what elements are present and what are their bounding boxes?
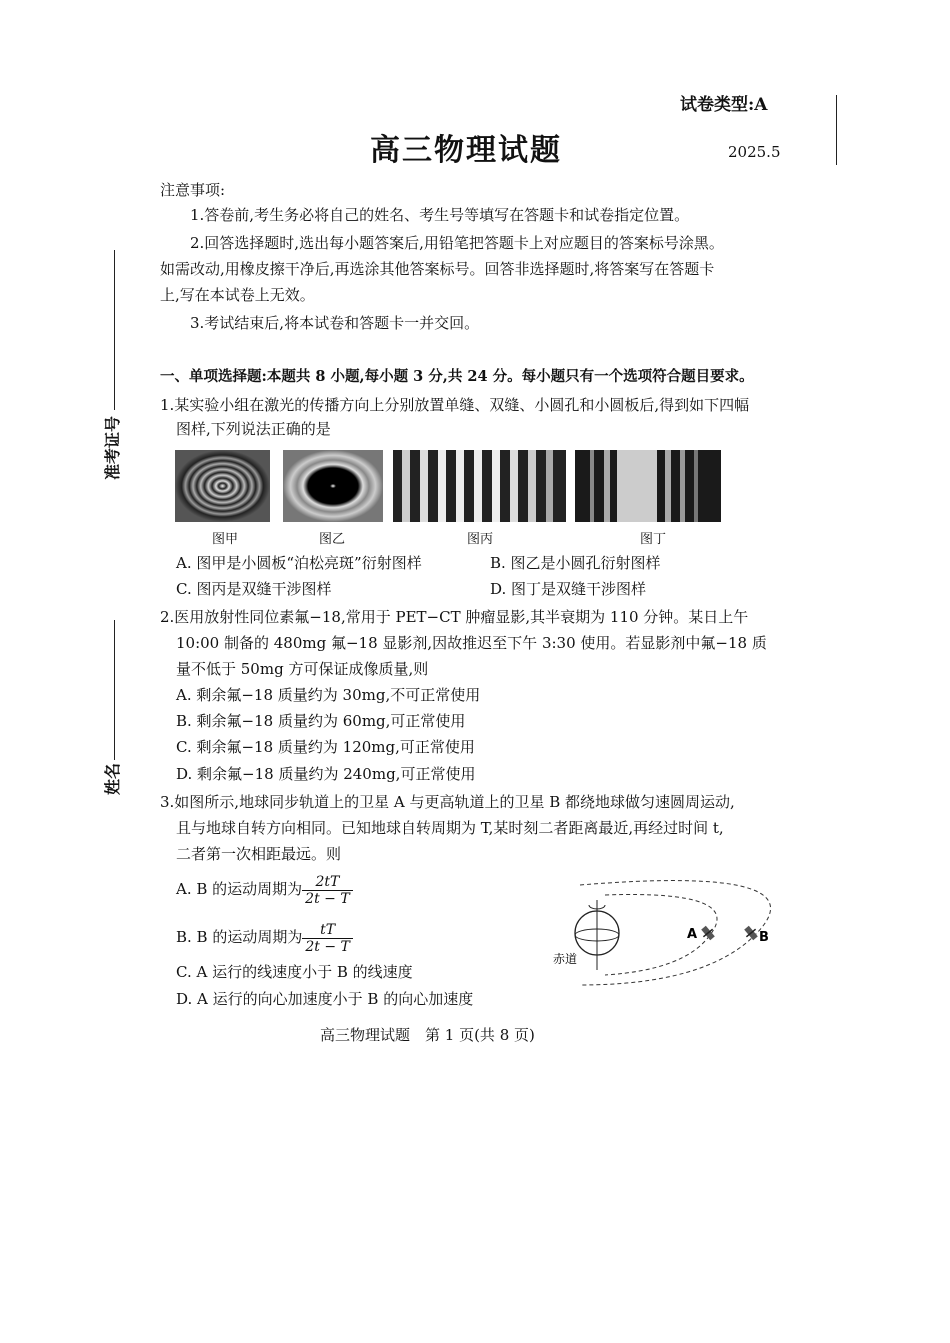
q3-option-b-denominator: 2t − T xyxy=(305,938,350,955)
q2-stem-line1: 2.医用放射性同位素氟−18,常用于 PET−CT 肿瘤显影,其半衰期为 110 分钟。某日上午 xyxy=(160,608,749,626)
q3-stem-line3: 二者第一次相距最远。则 xyxy=(176,845,342,863)
q1-stem-line1: 1.某实验小组在激光的传播方向上分别放置单缝、双缝、小圆孔和小圆板后,得到如下四幅 xyxy=(160,396,750,414)
q3-option-b-fraction xyxy=(302,922,353,955)
q1-stem-line2: 图样,下列说法正确的是 xyxy=(176,420,331,438)
q3-option-d[interactable]: D. A 运行的向心加速度小于 B 的向心加速度 xyxy=(176,990,474,1008)
binding-line xyxy=(836,95,837,165)
exam-id-underline xyxy=(114,250,115,410)
q1-option-b[interactable]: B. 图乙是小圆孔衍射图样 xyxy=(490,554,661,572)
name-label: 姓名 xyxy=(103,762,122,795)
figure-jia xyxy=(175,450,270,522)
figure-bing xyxy=(393,450,566,522)
q3-option-a-fraction xyxy=(302,874,353,907)
q1-caption-bing: 图丙 xyxy=(466,532,493,547)
q3-option-a-denominator: 2t − T xyxy=(305,890,350,907)
q1-option-a[interactable]: A. 图甲是小圆板“泊松亮斑”衍射图样 xyxy=(176,554,422,572)
diagram-label-equator: 赤道 xyxy=(553,952,578,966)
q3-option-b[interactable] xyxy=(176,920,353,955)
name-underline xyxy=(114,620,115,760)
q2-option-c[interactable]: C. 剩余氟−18 质量约为 120mg,可正常使用 xyxy=(176,738,475,756)
q2-stem-line3: 量不低于 50mg 方可保证成像质量,则 xyxy=(176,660,429,678)
q2-option-b[interactable]: B. 剩余氟−18 质量约为 60mg,可正常使用 xyxy=(176,712,466,730)
q1-caption-yi: 图乙 xyxy=(318,532,345,547)
orbit-a xyxy=(605,895,717,976)
satellite-a xyxy=(699,924,717,942)
diagram-label-b: B xyxy=(759,930,769,945)
q3-option-a[interactable] xyxy=(176,872,353,907)
q2-option-d[interactable]: D. 剩余氟−18 质量约为 240mg,可正常使用 xyxy=(176,765,476,783)
q1-caption-jia: 图甲 xyxy=(211,532,238,547)
notice-item-1: 1.答卷前,考生务必将自己的姓名、考生号等填写在答题卡和试卷指定位置。 xyxy=(190,206,690,224)
diagram-label-a: A xyxy=(687,927,698,942)
q1-figures xyxy=(170,445,730,530)
q1-caption-ding: 图丁 xyxy=(639,532,666,547)
q3-orbit-diagram xyxy=(545,875,785,990)
exam-id-label: 准考证号 xyxy=(103,415,122,480)
q3-option-c[interactable]: C. A 运行的线速度小于 B 的线速度 xyxy=(176,963,413,981)
figure-yi xyxy=(283,450,383,522)
q2-option-a[interactable]: A. 剩余氟−18 质量约为 30mg,不可正常使用 xyxy=(176,686,481,704)
q1-option-c[interactable]: C. 图丙是双缝干涉图样 xyxy=(176,580,332,598)
q2-stem-line2: 10:00 制备的 480mg 氟−18 显影剂,因故推迟至下午 3:30 使用。若显影剂中氟−18 质 xyxy=(176,634,767,652)
notice-item-3: 3.考试结束后,将本试卷和答题卡一并交回。 xyxy=(190,314,480,332)
q3-option-a-prefix: A. B 的运动周期为 xyxy=(176,880,303,898)
q3-option-b-numerator: tT xyxy=(302,922,353,939)
page-footer: 高三物理试题 第 1 页(共 8 页) xyxy=(320,1026,535,1044)
q3-stem-line1: 3.如图所示,地球同步轨道上的卫星 A 与更高轨道上的卫星 B 都绕地球做匀速圆周运动, xyxy=(160,793,735,811)
notice-heading: 注意事项: xyxy=(160,181,226,199)
exam-date: 2025.5 xyxy=(728,143,781,161)
notice-item-2-line2: 如需改动,用橡皮擦干净后,再选涂其他答案标号。回答非选择题时,将答案写在答题卡 xyxy=(160,260,715,278)
paper-type: 试卷类型:A xyxy=(680,95,768,115)
page-title: 高三物理试题 xyxy=(370,133,562,168)
section-heading: 一、单项选择题:本题共 8 小题,每小题 3 分,共 24 分。每小题只有一个选项符合题目要求。 xyxy=(160,368,754,385)
notice-item-2-line3: 上,写在本试卷上无效。 xyxy=(160,286,315,304)
figure-ding xyxy=(575,450,721,522)
q3-option-b-prefix: B. B 的运动周期为 xyxy=(176,928,303,946)
notice-item-2-line1: 2.回答选择题时,选出每小题答案后,用铅笔把答题卡上对应题目的答案标号涂黑。 xyxy=(190,234,724,252)
q3-option-a-numerator: 2tT xyxy=(302,874,353,891)
q3-stem-line2: 且与地球自转方向相同。已知地球自转周期为 T,某时刻二者距离最近,再经过时间 t, xyxy=(176,819,724,837)
q1-option-d[interactable]: D. 图丁是双缝干涉图样 xyxy=(490,580,647,598)
